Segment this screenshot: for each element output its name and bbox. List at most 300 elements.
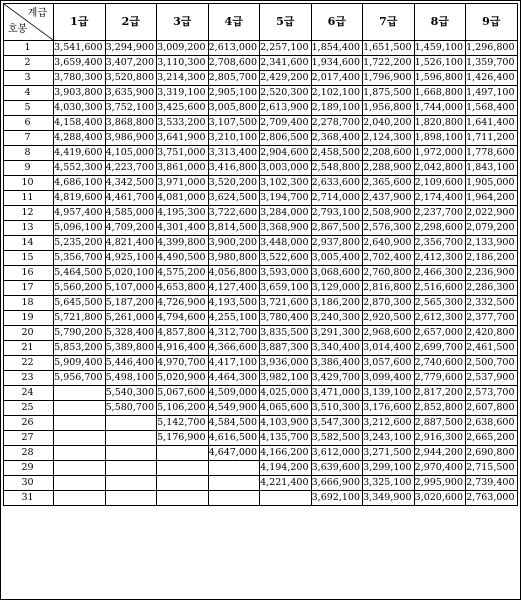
salary-cell: 3,814,500 <box>208 221 260 236</box>
step-cell: 18 <box>4 296 54 311</box>
salary-cell: 5,389,800 <box>105 341 157 356</box>
salary-cell: 3,780,300 <box>54 71 106 86</box>
salary-cell: 2,920,500 <box>363 311 415 326</box>
salary-cell: 3,014,400 <box>363 341 415 356</box>
salary-cell: 5,498,100 <box>105 371 157 386</box>
salary-cell: 2,186,200 <box>466 251 518 266</box>
table-row <box>4 101 518 116</box>
salary-cell: 4,509,000 <box>208 386 260 401</box>
salary-cell: 4,464,300 <box>208 371 260 386</box>
salary-cell: 3,386,400 <box>311 356 363 371</box>
salary-cell <box>105 446 157 461</box>
step-cell: 25 <box>4 401 54 416</box>
step-cell: 10 <box>4 176 54 191</box>
grade-axis-label: 계급 <box>27 8 47 19</box>
step-cell: 5 <box>4 101 54 116</box>
salary-cell <box>54 491 106 506</box>
salary-cell: 3,299,100 <box>363 461 415 476</box>
salary-cell: 2,458,500 <box>311 146 363 161</box>
salary-cell: 1,596,800 <box>414 71 466 86</box>
salary-cell <box>105 476 157 491</box>
salary-cell: 2,699,700 <box>414 341 466 356</box>
salary-cell: 1,459,100 <box>414 41 466 56</box>
salary-cell: 4,312,700 <box>208 326 260 341</box>
salary-cell: 4,821,400 <box>105 236 157 251</box>
salary-cell: 4,794,600 <box>157 311 209 326</box>
salary-cell: 3,541,600 <box>54 41 106 56</box>
salary-cell: 2,702,400 <box>363 251 415 266</box>
salary-cell: 5,176,900 <box>157 431 209 446</box>
salary-cell: 3,547,300 <box>311 416 363 431</box>
salary-cell: 3,110,300 <box>157 56 209 71</box>
salary-cell: 4,549,900 <box>208 401 260 416</box>
salary-cell: 3,520,800 <box>105 71 157 86</box>
grade-header: 3급 <box>157 4 209 41</box>
salary-cell: 3,214,300 <box>157 71 209 86</box>
salary-cell: 2,437,900 <box>363 191 415 206</box>
salary-cell: 2,341,600 <box>260 56 312 71</box>
salary-cell: 4,461,700 <box>105 191 157 206</box>
salary-cell: 3,210,100 <box>208 131 260 146</box>
salary-cell <box>54 461 106 476</box>
salary-cell: 4,584,500 <box>208 416 260 431</box>
salary-cell: 5,721,800 <box>54 311 106 326</box>
grade-header: 4급 <box>208 4 260 41</box>
salary-cell: 2,109,600 <box>414 176 466 191</box>
salary-cell: 4,552,300 <box>54 161 106 176</box>
grade-header: 5급 <box>260 4 312 41</box>
table-row <box>4 491 518 506</box>
salary-cell: 3,635,900 <box>105 86 157 101</box>
salary-table <box>3 3 518 506</box>
salary-cell <box>208 461 260 476</box>
table-row <box>4 116 518 131</box>
salary-cell: 3,471,000 <box>311 386 363 401</box>
salary-cell: 1,843,100 <box>466 161 518 176</box>
salary-cell: 3,582,500 <box>311 431 363 446</box>
salary-cell: 4,127,400 <box>208 281 260 296</box>
salary-cell: 5,067,600 <box>157 386 209 401</box>
salary-cell: 2,904,600 <box>260 146 312 161</box>
salary-cell: 3,533,200 <box>157 116 209 131</box>
salary-cell: 4,957,400 <box>54 206 106 221</box>
salary-cell: 2,805,700 <box>208 71 260 86</box>
salary-cell: 3,176,600 <box>363 401 415 416</box>
salary-cell: 2,516,600 <box>414 281 466 296</box>
salary-cell: 3,612,000 <box>311 446 363 461</box>
salary-cell: 4,653,800 <box>157 281 209 296</box>
salary-cell: 3,240,300 <box>311 311 363 326</box>
salary-cell: 3,835,500 <box>260 326 312 341</box>
salary-cell: 1,641,400 <box>466 116 518 131</box>
salary-cell: 3,194,700 <box>260 191 312 206</box>
salary-cell: 3,068,600 <box>311 266 363 281</box>
salary-cell: 2,937,800 <box>311 236 363 251</box>
salary-cell: 4,686,100 <box>54 176 106 191</box>
salary-cell: 3,349,900 <box>363 491 415 506</box>
salary-cell: 2,714,000 <box>311 191 363 206</box>
salary-cell: 2,429,200 <box>260 71 312 86</box>
table-row <box>4 161 518 176</box>
table-row <box>4 281 518 296</box>
salary-cell: 3,020,600 <box>414 491 466 506</box>
salary-cell: 1,497,100 <box>466 86 518 101</box>
salary-cell: 1,426,400 <box>466 71 518 86</box>
table-row <box>4 356 518 371</box>
step-cell: 20 <box>4 326 54 341</box>
salary-cell: 1,956,800 <box>363 101 415 116</box>
salary-cell: 4,221,400 <box>260 476 312 491</box>
salary-cell: 4,616,500 <box>208 431 260 446</box>
table-row <box>4 416 518 431</box>
salary-cell: 3,107,500 <box>208 116 260 131</box>
salary-cell: 3,751,000 <box>157 146 209 161</box>
salary-cell: 3,129,000 <box>311 281 363 296</box>
salary-cell: 4,223,700 <box>105 161 157 176</box>
salary-cell: 2,665,200 <box>466 431 518 446</box>
salary-cell: 2,793,100 <box>311 206 363 221</box>
salary-cell <box>54 416 106 431</box>
salary-cell <box>157 461 209 476</box>
step-cell: 17 <box>4 281 54 296</box>
salary-cell: 3,692,100 <box>311 491 363 506</box>
salary-cell: 3,425,600 <box>157 101 209 116</box>
salary-cell: 4,857,800 <box>157 326 209 341</box>
salary-cell: 3,510,300 <box>311 401 363 416</box>
salary-cell: 3,722,600 <box>208 206 260 221</box>
salary-cell: 2,365,600 <box>363 176 415 191</box>
salary-cell: 4,819,600 <box>54 191 106 206</box>
salary-cell: 5,356,700 <box>54 251 106 266</box>
salary-cell: 3,005,400 <box>311 251 363 266</box>
salary-cell: 3,903,800 <box>54 86 106 101</box>
table-row <box>4 56 518 71</box>
salary-cell: 1,934,600 <box>311 56 363 71</box>
salary-cell: 2,944,200 <box>414 446 466 461</box>
salary-cell: 2,816,800 <box>363 281 415 296</box>
salary-cell: 3,294,900 <box>105 41 157 56</box>
step-cell: 12 <box>4 206 54 221</box>
step-cell: 29 <box>4 461 54 476</box>
step-cell: 23 <box>4 371 54 386</box>
table-row <box>4 206 518 221</box>
salary-cell: 4,025,000 <box>260 386 312 401</box>
salary-cell: 2,763,000 <box>466 491 518 506</box>
grade-header: 9급 <box>466 4 518 41</box>
salary-cell: 2,607,800 <box>466 401 518 416</box>
salary-cell: 4,709,200 <box>105 221 157 236</box>
salary-cell: 4,585,000 <box>105 206 157 221</box>
salary-cell: 2,278,700 <box>311 116 363 131</box>
salary-cell: 4,419,600 <box>54 146 106 161</box>
table-row <box>4 431 518 446</box>
salary-cell: 4,195,300 <box>157 206 209 221</box>
salary-cell: 5,645,500 <box>54 296 106 311</box>
step-cell: 3 <box>4 71 54 86</box>
salary-cell: 1,820,800 <box>414 116 466 131</box>
table-row <box>4 236 518 251</box>
step-cell: 1 <box>4 41 54 56</box>
salary-cell: 3,325,100 <box>363 476 415 491</box>
salary-cell: 4,135,700 <box>260 431 312 446</box>
salary-cell <box>260 491 312 506</box>
salary-cell: 1,778,600 <box>466 146 518 161</box>
salary-cell: 2,412,300 <box>414 251 466 266</box>
salary-cell: 5,580,700 <box>105 401 157 416</box>
salary-cell: 2,715,500 <box>466 461 518 476</box>
salary-cell: 2,286,300 <box>466 281 518 296</box>
salary-cell: 2,576,300 <box>363 221 415 236</box>
salary-cell: 3,313,400 <box>208 146 260 161</box>
salary-cell: 2,657,000 <box>414 326 466 341</box>
salary-cell: 2,257,100 <box>260 41 312 56</box>
salary-cell: 3,868,800 <box>105 116 157 131</box>
salary-cell: 2,298,600 <box>414 221 466 236</box>
salary-cell: 3,291,300 <box>311 326 363 341</box>
salary-cell: 4,193,500 <box>208 296 260 311</box>
table-row <box>4 86 518 101</box>
salary-cell: 2,508,900 <box>363 206 415 221</box>
salary-cell: 3,102,300 <box>260 176 312 191</box>
salary-cell: 2,760,800 <box>363 266 415 281</box>
salary-cell: 3,448,000 <box>260 236 312 251</box>
salary-cell: 5,540,300 <box>105 386 157 401</box>
salary-cell: 2,970,400 <box>414 461 466 476</box>
salary-cell: 2,040,200 <box>363 116 415 131</box>
step-cell: 7 <box>4 131 54 146</box>
salary-cell: 5,187,200 <box>105 296 157 311</box>
salary-cell: 2,042,800 <box>414 161 466 176</box>
salary-cell: 4,166,200 <box>260 446 312 461</box>
salary-cell: 2,377,700 <box>466 311 518 326</box>
salary-cell: 2,995,900 <box>414 476 466 491</box>
salary-cell: 2,612,300 <box>414 311 466 326</box>
salary-cell: 3,416,800 <box>208 161 260 176</box>
salary-cell: 1,898,100 <box>414 131 466 146</box>
salary-cell: 1,796,900 <box>363 71 415 86</box>
salary-cell: 3,861,000 <box>157 161 209 176</box>
salary-cell: 4,065,600 <box>260 401 312 416</box>
salary-cell: 3,971,000 <box>157 176 209 191</box>
salary-cell <box>208 491 260 506</box>
salary-cell: 2,288,900 <box>363 161 415 176</box>
table-row <box>4 131 518 146</box>
salary-cell: 2,332,500 <box>466 296 518 311</box>
salary-cell <box>54 476 106 491</box>
step-cell: 19 <box>4 311 54 326</box>
salary-cell: 4,288,400 <box>54 131 106 146</box>
salary-cell: 1,722,200 <box>363 56 415 71</box>
salary-cell: 5,106,200 <box>157 401 209 416</box>
step-axis-label: 호봉 <box>8 24 28 35</box>
salary-cell: 2,022,900 <box>466 206 518 221</box>
salary-cell: 3,752,100 <box>105 101 157 116</box>
salary-cell: 5,235,200 <box>54 236 106 251</box>
salary-cell <box>54 431 106 446</box>
salary-cell <box>105 461 157 476</box>
salary-cell: 3,407,200 <box>105 56 157 71</box>
salary-cell: 4,970,700 <box>157 356 209 371</box>
corner-header-cell <box>4 4 54 41</box>
salary-cell <box>105 491 157 506</box>
salary-cell: 2,613,900 <box>260 101 312 116</box>
salary-cell: 4,030,300 <box>54 101 106 116</box>
salary-cell: 2,133,900 <box>466 236 518 251</box>
salary-cell: 1,296,800 <box>466 41 518 56</box>
salary-cell: 2,500,700 <box>466 356 518 371</box>
salary-cell: 3,005,800 <box>208 101 260 116</box>
salary-cell: 2,237,700 <box>414 206 466 221</box>
salary-cell <box>54 386 106 401</box>
salary-cell: 3,986,900 <box>105 131 157 146</box>
salary-cell: 2,870,300 <box>363 296 415 311</box>
salary-cell: 4,916,400 <box>157 341 209 356</box>
salary-cell: 2,466,300 <box>414 266 466 281</box>
salary-cell: 2,968,600 <box>363 326 415 341</box>
salary-cell: 4,301,400 <box>157 221 209 236</box>
salary-cell: 2,461,500 <box>466 341 518 356</box>
salary-cell: 2,905,100 <box>208 86 260 101</box>
salary-cell: 5,446,400 <box>105 356 157 371</box>
salary-cell: 1,526,100 <box>414 56 466 71</box>
step-cell: 15 <box>4 251 54 266</box>
step-cell: 6 <box>4 116 54 131</box>
salary-cell: 4,056,800 <box>208 266 260 281</box>
step-cell: 31 <box>4 491 54 506</box>
salary-cell: 4,342,500 <box>105 176 157 191</box>
salary-cell: 1,964,200 <box>466 191 518 206</box>
salary-cell: 2,208,600 <box>363 146 415 161</box>
table-row <box>4 311 518 326</box>
salary-cell: 1,854,400 <box>311 41 363 56</box>
salary-cell: 3,003,000 <box>260 161 312 176</box>
salary-cell: 3,429,700 <box>311 371 363 386</box>
salary-cell: 4,925,100 <box>105 251 157 266</box>
salary-cell: 2,640,900 <box>363 236 415 251</box>
salary-cell: 3,641,900 <box>157 131 209 146</box>
salary-cell: 1,744,000 <box>414 101 466 116</box>
salary-cell: 3,982,100 <box>260 371 312 386</box>
salary-cell: 1,651,500 <box>363 41 415 56</box>
salary-cell: 4,105,000 <box>105 146 157 161</box>
salary-cell: 5,464,500 <box>54 266 106 281</box>
salary-cell: 2,368,400 <box>311 131 363 146</box>
salary-cell: 4,366,600 <box>208 341 260 356</box>
salary-cell: 2,565,300 <box>414 296 466 311</box>
salary-cell <box>105 431 157 446</box>
salary-cell: 3,009,200 <box>157 41 209 56</box>
salary-cell: 1,905,000 <box>466 176 518 191</box>
salary-cell: 2,852,800 <box>414 401 466 416</box>
step-cell: 22 <box>4 356 54 371</box>
salary-cell: 4,726,900 <box>157 296 209 311</box>
salary-cell: 1,875,500 <box>363 86 415 101</box>
salary-cell: 4,490,500 <box>157 251 209 266</box>
salary-cell: 4,103,900 <box>260 416 312 431</box>
salary-cell: 5,107,000 <box>105 281 157 296</box>
table-row <box>4 146 518 161</box>
table-row <box>4 446 518 461</box>
table-row <box>4 476 518 491</box>
header-row <box>4 4 518 41</box>
salary-cell: 2,887,500 <box>414 416 466 431</box>
salary-cell: 4,255,100 <box>208 311 260 326</box>
table-row <box>4 251 518 266</box>
step-cell: 21 <box>4 341 54 356</box>
salary-cell: 3,057,600 <box>363 356 415 371</box>
salary-cell <box>54 401 106 416</box>
salary-cell: 2,613,000 <box>208 41 260 56</box>
salary-cell: 2,638,600 <box>466 416 518 431</box>
salary-cell: 4,575,200 <box>157 266 209 281</box>
salary-cell: 3,659,400 <box>54 56 106 71</box>
salary-cell: 2,356,700 <box>414 236 466 251</box>
salary-cell: 2,174,400 <box>414 191 466 206</box>
step-cell: 16 <box>4 266 54 281</box>
salary-cell: 2,739,400 <box>466 476 518 491</box>
salary-cell: 3,243,100 <box>363 431 415 446</box>
salary-cell: 4,194,200 <box>260 461 312 476</box>
grade-header: 8급 <box>414 4 466 41</box>
table-row <box>4 41 518 56</box>
salary-cell: 5,020,900 <box>157 371 209 386</box>
step-cell: 11 <box>4 191 54 206</box>
salary-cell: 1,359,700 <box>466 56 518 71</box>
grade-header: 7급 <box>363 4 415 41</box>
salary-cell: 4,399,800 <box>157 236 209 251</box>
salary-cell: 3,887,300 <box>260 341 312 356</box>
salary-cell <box>208 476 260 491</box>
salary-cell: 3,639,600 <box>311 461 363 476</box>
salary-cell: 3,721,600 <box>260 296 312 311</box>
salary-cell: 1,972,000 <box>414 146 466 161</box>
salary-cell: 2,817,200 <box>414 386 466 401</box>
salary-cell <box>157 446 209 461</box>
grade-header: 2급 <box>105 4 157 41</box>
salary-cell: 3,520,200 <box>208 176 260 191</box>
salary-cell: 5,096,100 <box>54 221 106 236</box>
salary-cell: 4,158,400 <box>54 116 106 131</box>
table-row <box>4 71 518 86</box>
salary-cell: 2,690,800 <box>466 446 518 461</box>
salary-cell: 2,236,900 <box>466 266 518 281</box>
salary-cell: 3,271,500 <box>363 446 415 461</box>
salary-cell: 2,573,700 <box>466 386 518 401</box>
step-cell: 30 <box>4 476 54 491</box>
salary-cell: 3,936,000 <box>260 356 312 371</box>
step-cell: 26 <box>4 416 54 431</box>
salary-cell: 3,319,100 <box>157 86 209 101</box>
salary-cell: 2,867,500 <box>311 221 363 236</box>
salary-cell: 2,079,200 <box>466 221 518 236</box>
step-cell: 14 <box>4 236 54 251</box>
table-row <box>4 371 518 386</box>
salary-cell: 5,261,000 <box>105 311 157 326</box>
salary-cell: 2,102,100 <box>311 86 363 101</box>
salary-cell: 3,666,900 <box>311 476 363 491</box>
salary-cell: 5,909,400 <box>54 356 106 371</box>
salary-cell: 5,853,200 <box>54 341 106 356</box>
salary-table-body <box>4 41 518 506</box>
salary-cell: 5,328,400 <box>105 326 157 341</box>
salary-cell: 2,740,600 <box>414 356 466 371</box>
salary-cell: 3,340,400 <box>311 341 363 356</box>
salary-cell: 3,212,600 <box>363 416 415 431</box>
salary-cell <box>157 491 209 506</box>
salary-cell: 1,711,200 <box>466 131 518 146</box>
salary-cell: 2,420,800 <box>466 326 518 341</box>
table-row <box>4 341 518 356</box>
